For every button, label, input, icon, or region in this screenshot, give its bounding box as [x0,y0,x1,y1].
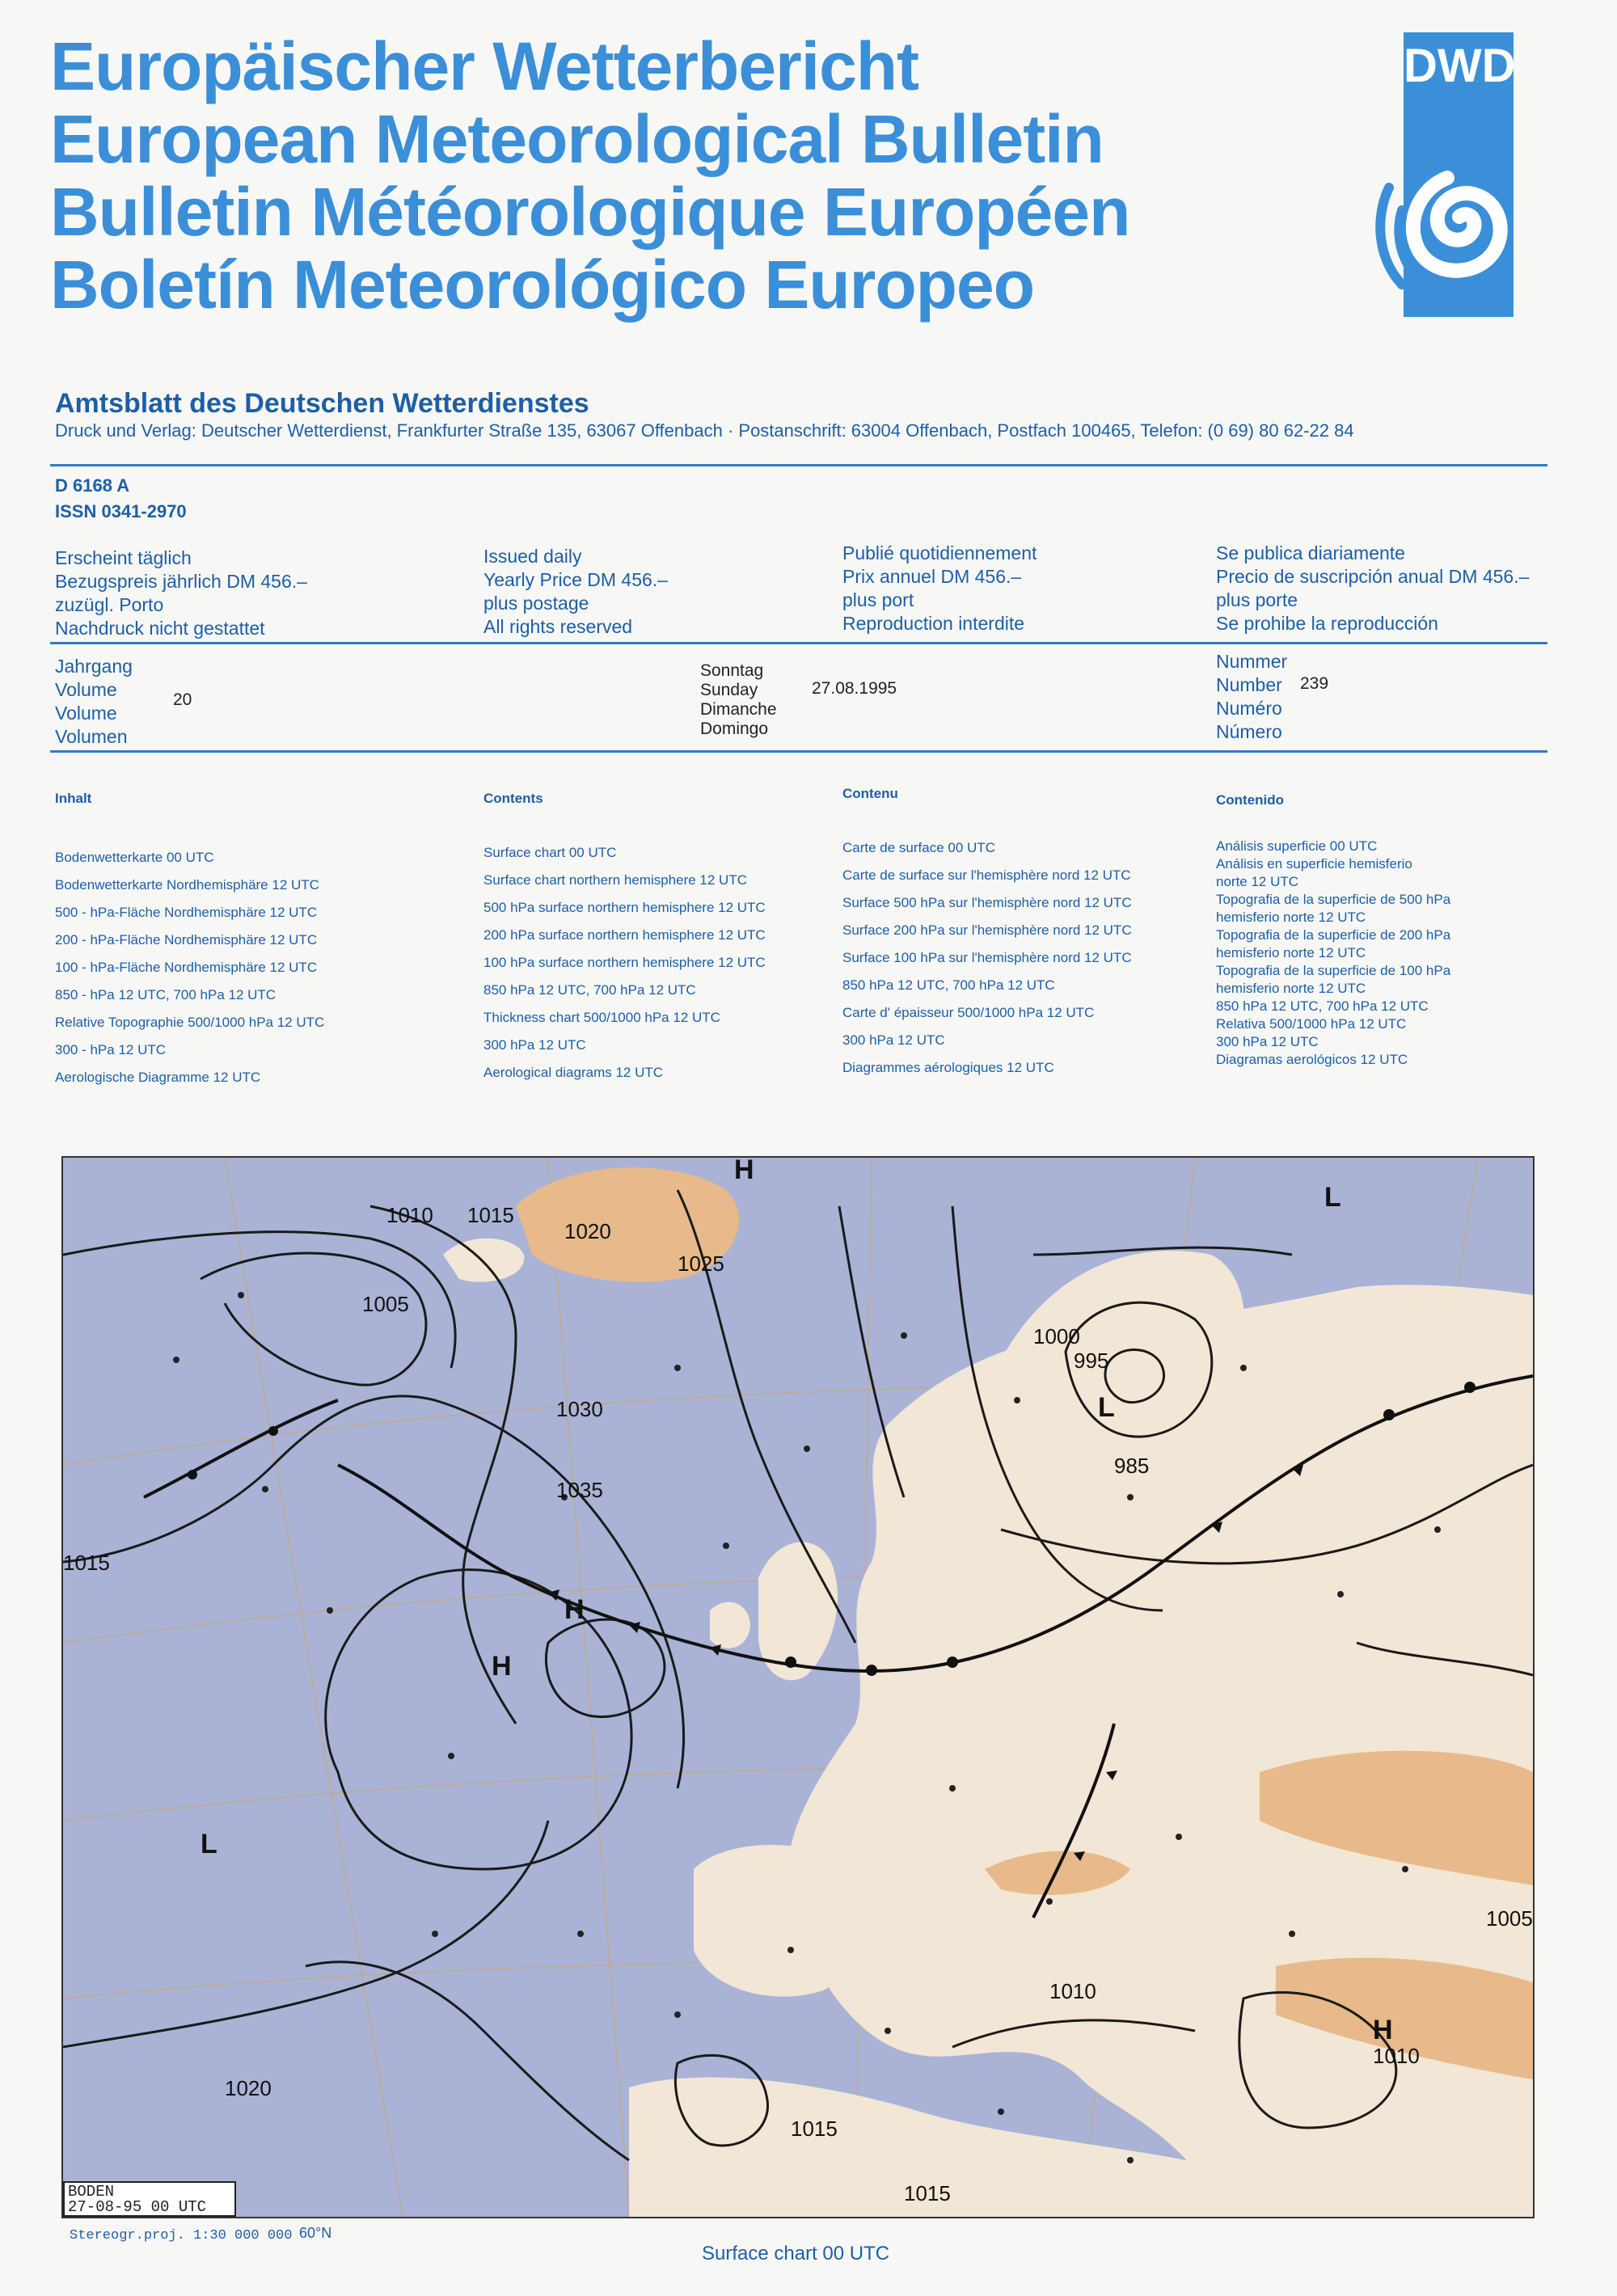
divider [50,464,1547,466]
toc-list-de [55,844,324,1091]
volume-label: Volume [55,679,117,700]
divider [50,642,1547,644]
toc-item: 850 hPa 12 UTC, 700 hPa 12 UTC [842,977,1055,993]
toc-item: Carte d' épaisseur 500/1000 hPa 12 UTC [842,1005,1095,1020]
toc-item: Topografia de la superficie de 200 hPa [1216,927,1451,943]
toc-item: norte 12 UTC [1216,874,1299,889]
pressure-center-label: H [734,1158,754,1185]
toc-item: 300 - hPa 12 UTC [55,1042,167,1057]
info-line: Se publica diariamente [1216,542,1405,563]
toc-heading-es: Contenido [1216,792,1285,808]
toc-item: 500 - hPa-Fläche Nordhemisphäre 12 UTC [55,905,318,920]
isobar-label: 1010 [1373,2044,1420,2068]
isobar-label: 1010 [1049,1979,1096,2003]
toc-item: 200 hPa surface northern hemisphere 12 UTC [483,927,766,943]
isobar-label: 1030 [556,1397,603,1421]
toc-item: Carte de surface 00 UTC [842,840,995,855]
isobar-label: 1000 [1033,1324,1080,1348]
isobar-label: 1015 [467,1203,514,1227]
info-column-fr [842,542,1036,635]
info-line: Nachdruck nicht gestattet [55,618,265,639]
toc-item: Thickness chart 500/1000 hPa 12 UTC [483,1010,720,1025]
toc-item: 300 hPa 12 UTC [1216,1034,1319,1049]
toc-item: 850 hPa 12 UTC, 700 hPa 12 UTC [1216,998,1429,1014]
toc-heading-de: Inhalt [55,791,92,806]
toc-item: Surface chart 00 UTC [483,845,617,860]
pressure-center-label: L [1324,1182,1341,1213]
toc-item: hemisferio norte 12 UTC [1216,945,1366,960]
isobar-label: 1005 [1486,1906,1533,1931]
title-german: Europäischer Wetterbericht [50,28,919,104]
info-line: plus porte [1216,589,1298,610]
surface-weather-map [61,1156,1535,2218]
map-caption: Surface chart 00 UTC [702,2243,890,2264]
toc-item: Surface 500 hPa sur l'hemisphère nord 12 UTC [842,895,1132,910]
toc-item: Surface 100 hPa sur l'hemisphère nord 12 UTC [842,950,1132,965]
info-line: Se prohibe la reproducción [1216,613,1438,634]
swirl-icon [1318,121,1560,323]
info-line: Erscheint täglich [55,547,192,568]
toc-item: 100 hPa surface northern hemisphere 12 UTC [483,955,766,970]
toc-item: Relative Topographie 500/1000 hPa 12 UTC [55,1015,325,1030]
day-label: Sunday [700,681,758,699]
toc-item: Análisis en superficie hemisferio [1216,856,1412,872]
toc-item: Bodenwetterkarte 00 UTC [55,850,214,865]
day-label: Domingo [700,720,769,738]
toc-item: Relativa 500/1000 hPa 12 UTC [1216,1016,1407,1032]
publication-code: D 6168 A [55,475,130,496]
isobar-label: 1020 [225,2076,272,2100]
pressure-center-label: L [201,1829,217,1859]
publisher-subtitle: Amtsblatt des Deutschen Wetterdienstes [55,388,589,419]
isobar-label: 1015 [63,1551,110,1575]
volume-label: Volumen [55,726,128,747]
isobar-label: 1005 [362,1292,409,1316]
volume-label: Volume [55,703,117,724]
toc-list-en [483,839,766,1087]
map-stamp [63,2181,236,2217]
day-label: Sonntag [700,661,764,680]
toc-item: Aerologische Diagramme 12 UTC [55,1070,261,1085]
info-line: All rights reserved [483,616,633,637]
day-label: Dimanche [700,700,777,719]
pressure-center-label: H [492,1651,512,1682]
title-spanish: Boletín Meteorológico Europeo [50,247,1035,323]
day-labels [700,661,777,739]
isobar-label: 1010 [386,1203,433,1227]
imprint-line: Druck und Verlag: Deutscher Wetterdienst, Frankfurter Straße 135, 63067 Offenbach · Postanschrift: 63004 Offenbach, Postfach 100465, Telefon: (0 69) 80 62-22 84 [55,420,1354,441]
map-stamp-line2: 27-08-95 00 UTC [68,2198,207,2216]
toc-heading-fr: Contenu [842,786,898,801]
number-label: Número [1216,721,1282,742]
dwd-logo-text: DWD [1404,40,1516,92]
toc-item: Diagrammes aérologiques 12 UTC [842,1060,1054,1075]
issue-number: 239 [1300,674,1329,693]
isobar-label: 1020 [564,1219,611,1243]
info-line: Bezugspreis jährlich DM 456.– [55,571,307,592]
toc-item: Topografia de la superficie de 500 hPa [1216,892,1451,907]
divider [50,750,1547,753]
toc-item: Surface chart northern hemisphere 12 UTC [483,872,747,888]
map-stamp-line1: BODEN [68,2183,115,2201]
isobar-label: 985 [1114,1454,1150,1478]
isobar-label: 1015 [904,2181,951,2205]
toc-item: 300 hPa 12 UTC [483,1037,586,1053]
toc-item: Carte de surface sur l'hemisphère nord 12 UTC [842,867,1131,883]
title-french: Bulletin Météorologique Européen [50,174,1130,250]
info-line: zuzügl. Porto [55,594,164,615]
info-column-es [1216,542,1529,635]
info-line: Reproduction interdite [842,613,1025,634]
pressure-center-label: L [1098,1392,1115,1423]
toc-list-es [1216,838,1450,1069]
toc-heading-en: Contents [483,791,543,806]
toc-item: 850 - hPa 12 UTC, 700 hPa 12 UTC [55,987,277,1002]
number-label: Numéro [1216,698,1282,719]
map-graphic [63,1158,1533,2217]
info-line: Precio de suscripción anual DM 456.– [1216,566,1530,587]
number-labels [1216,650,1287,744]
info-line: Prix annuel DM 456.– [842,566,1022,587]
issn: ISSN 0341-2970 [55,501,187,521]
info-line: Issued daily [483,546,582,567]
latitude-note: 60°N [299,2225,332,2241]
info-column-de [55,547,307,640]
projection-note: Stereogr.proj. 1:30 000 000 [70,2228,293,2243]
toc-item: Aerological diagrams 12 UTC [483,1065,664,1080]
volume-label: Jahrgang [55,656,133,677]
info-line: Yearly Price DM 456.– [483,569,668,590]
pressure-center-label: H [1373,2015,1393,2045]
number-label: Nummer [1216,651,1288,672]
isobar-label: 1035 [556,1478,603,1502]
toc-item: 200 - hPa-Fläche Nordhemisphäre 12 UTC [55,932,318,948]
toc-item: 300 hPa 12 UTC [842,1032,945,1048]
volume-labels [55,655,133,749]
toc-item: Surface 200 hPa sur l'hemisphère nord 12 UTC [842,922,1132,938]
info-column-en [483,545,668,639]
toc-item: Análisis superficie 00 UTC [1216,838,1378,854]
toc-item: hemisferio norte 12 UTC [1216,981,1366,996]
info-line: Publié quotidiennement [842,542,1037,563]
issue-date: 27.08.1995 [812,679,897,698]
toc-item: 100 - hPa-Fläche Nordhemisphäre 12 UTC [55,960,318,975]
info-line: plus postage [483,593,589,614]
isobar-label: 995 [1074,1348,1109,1373]
number-label: Number [1216,674,1282,695]
toc-list-fr [842,834,1132,1082]
toc-item: hemisferio norte 12 UTC [1216,910,1366,925]
title-english: European Meteorological Bulletin [50,101,1104,177]
isobar-label: 1015 [791,2117,838,2141]
toc-item: 500 hPa surface northern hemisphere 12 UTC [483,900,766,915]
isobar-label: 1025 [678,1251,724,1276]
info-line: plus port [842,589,914,610]
toc-item: Topografia de la superficie de 100 hPa [1216,963,1451,978]
toc-item: 850 hPa 12 UTC, 700 hPa 12 UTC [483,982,696,998]
toc-item: Diagramas aerológicos 12 UTC [1216,1052,1408,1067]
pressure-center-label: H [564,1594,585,1625]
toc-item: Bodenwetterkarte Nordhemisphäre 12 UTC [55,877,319,893]
volume-value: 20 [173,690,192,709]
